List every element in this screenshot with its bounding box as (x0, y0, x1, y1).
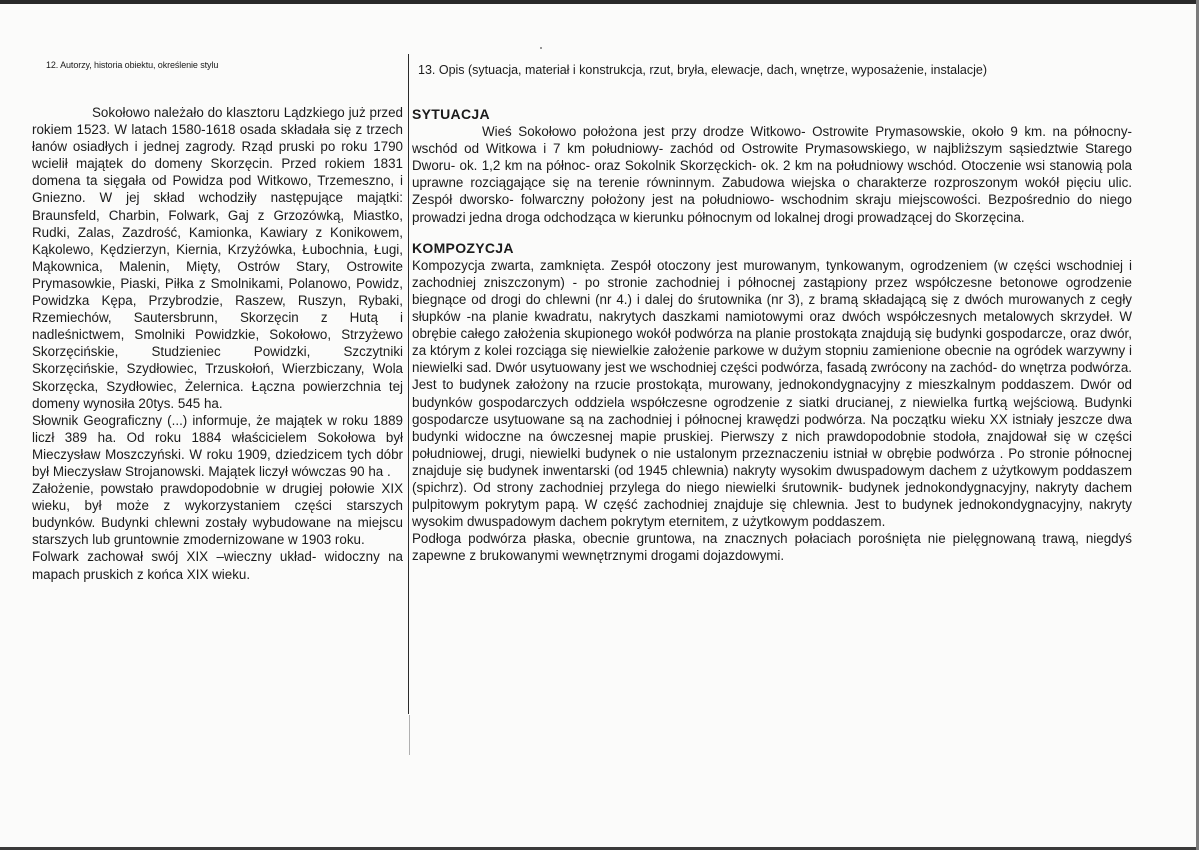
history-paragraph: Założenie, powstało prawdopodobnie w drugiej połowie XIX wieku, był może z wykorzystaniem części starszych budynków. Budynki chlewni zostały wybudowane na miejscu starszych lub gruntownie zmodernizowane w 1903 roku. (32, 481, 403, 548)
history-column (32, 104, 403, 583)
kompozycja-paragraph: Kompozycja zwarta, zamknięta. Zespół otoczony jest murowanym, tynkowanym, ogrodzeniem (w części wschodniej i zachodniej zniszczonym) - po stronie zachodniej i północnej zastąpiony przez współczesne betonowe ogrodzenie biegnące od drogi do chlewni (nr 4.) i dalej do śrutownika (nr 3), z bramą składającą się z dwóch murowanych z cegły słupków -na planie kwadratu, nakrytych daszkami namiotowymi oraz dwóch współczesnych metalowych skrzydeł. W obrębie całego założenia skupionego wokół podwórza na planie prostokąta znajdują się budynki gospodarcze, oraz dwór, za którym z kolei rozciąga się niewielkie założenie parkowe w dużym stopniu zamienione obecnie na ogródek warzywny i niewielki sad. Dwór usytuowany jest we wschodniej części podwórza, fasadą zwrócony na zachód- do wnętrza podwórza. Jest to budynek założony na rzucie prostokąta, murowany, jednokondygnacyjny z mieszkalnym poddaszem. Dwór od budynków gospodarczych oddziela współczesne ogrodzenie z siatki drucianej, z niewielka furtką wejściową. Budynki gospodarcze usytuowane są na zachodniej i północnej krawędzi podwórza. Na początku wieku XX istniały jeszcze dwa budynki widoczne na ówczesnej mapie pruskiej. Pierwszy z nich prawdopodobnie stodoła, znajdował się w części południowej, drugi, niewielki budynek o nie ustalonym przeznaczeniu istniał w obrębie podwórza . Po stronie północnej znajduje się budynek inwentarski (od 1945 chlewnia) nakryty wysokim dwuspadowym dachem z użytkowym poddaszem (spichrz). Od strony zachodniej przylega do niego niewielki śrutownik- budynek jednokondygnacyjny, nakryty dachem pulpitowym pokrytym papą. W część zachodniej znajduje się chlewnia. Jest to budynek jednokondygnacyjny, nakryty wysokim dwuspadowym dachem pokrytym eternitem, z użytkowym poddaszem. (412, 257, 1132, 530)
scan-top-edge (0, 0, 1199, 4)
kompozycja-paragraph-2: Podłoga podwórza płaska, obecnie gruntowa, na znacznych połaciach porośnięta nie pielęgnowaną trawą, niegdyś zapewne z brukowanymi wewnętrznymi drogami dojazdowymi. (412, 531, 1132, 564)
section-title-sytuacja: SYTUACJA (412, 106, 490, 122)
scan-speck (540, 47, 542, 49)
column-divider-lower (409, 715, 410, 755)
history-paragraph: Słownik Geograficzny (...) informuje, że majątek w roku 1889 liczł 389 ha. Od roku 1884 właścicielem Sokołowa był Mieczysław Moszczyński. W roku 1909, dziedzicem tych dóbr był Mieczysław Strojanowski. Majątek liczył wówczas 90 ha . (32, 412, 403, 479)
column-divider (408, 54, 409, 714)
history-paragraph: Sokołowo należało do klasztoru Lądzkiego już przed rokiem 1523. W latach 1580-1618 osada składała się z trzech łanów osiadłych i jednej zagrody. Rząd pruski po roku 1790 wcielił majątek do domeny Skorzęcin. Przed rokiem 1831 domena ta sięgała od Powidza pod Witkowo, Trzemeszno, i Gniezno. W jej skład wchodziły następujące majątki: Braunsfeld, Charbin, Folwark, Gaj z Grzozówką, Miastko, Rudki, Zalas, Zazdrość, Kamionka, Kawiary z Konikowem, Kąkolewo, Kędzierzyn, Kiernia, Krzyżówka, Łubochnia, Ługi, Mąkownica, Malenin, Mięty, Ostrów Stary, Ostrowite Prymasowkie, Piaski, Piłka z Smolnikami, Polanowo, Powidz, Powidzka Kępa, Przybrodzie, Raszew, Ruszyn, Rybaki, Rzemiechów, Sautersbrunn, Skorzęcin z Hutą i nadleśnictwem, Smolniki Powidzkie, Sokołowo, Strzyżewo Skorzęcińskie, Studzieniec Powidzki, Szczytniki Skorzęcińskie, Szydłowiec, Trzuskołoń, Wierzbiczany, Wola Skorzęcka, Szydłowiec, Żelernica. Łączna powierzchnia tej domeny wynosiła 20tys. 545 ha. (32, 105, 403, 411)
section-13-header: 13. Opis (sytuacja, materiał i konstrukcja, rzut, bryła, elewacje, dach, wnętrze, wyposażenie, instalacje) (418, 63, 987, 77)
description-column (412, 106, 1132, 564)
section-12-header: 12. Autorzy, historia obiektu, określenie stylu (46, 60, 219, 70)
section-title-kompozycja: KOMPOZYCJA (412, 239, 514, 256)
sytuacja-paragraph: Wieś Sokołowo położona jest przy drodze Witkowo- Ostrowite Prymasowskie, około 9 km. na północny- wschód od Witkowa i 7 km południowy- zachód od Ostrowite Prymasowskiego, w najbliższym sąsiedztwie Starego Dworu- ok. 1,2 km na północ- oraz Sokolnik Skorzęckich- ok. 2 km na południowy wschód. Otoczenie wsi stanowią pola uprawne rozciągające się na terenie równinnym. Zabudowa wiejska o charakterze rozproszonym wokół pięciu ulic. Zespół dworsko- folwarczny położony jest na południowo- wschodnim skraju miejscowości. Bezpośrednio do niego prowadzi jedna droga odchodząca w kierunku północnym od lokalnej drogi prowadzącej do Skorzęcina. (412, 124, 1132, 225)
history-paragraph: Folwark zachował swój XIX –wieczny układ- widoczny na mapach pruskich z końca XIX wieku. (32, 549, 403, 582)
